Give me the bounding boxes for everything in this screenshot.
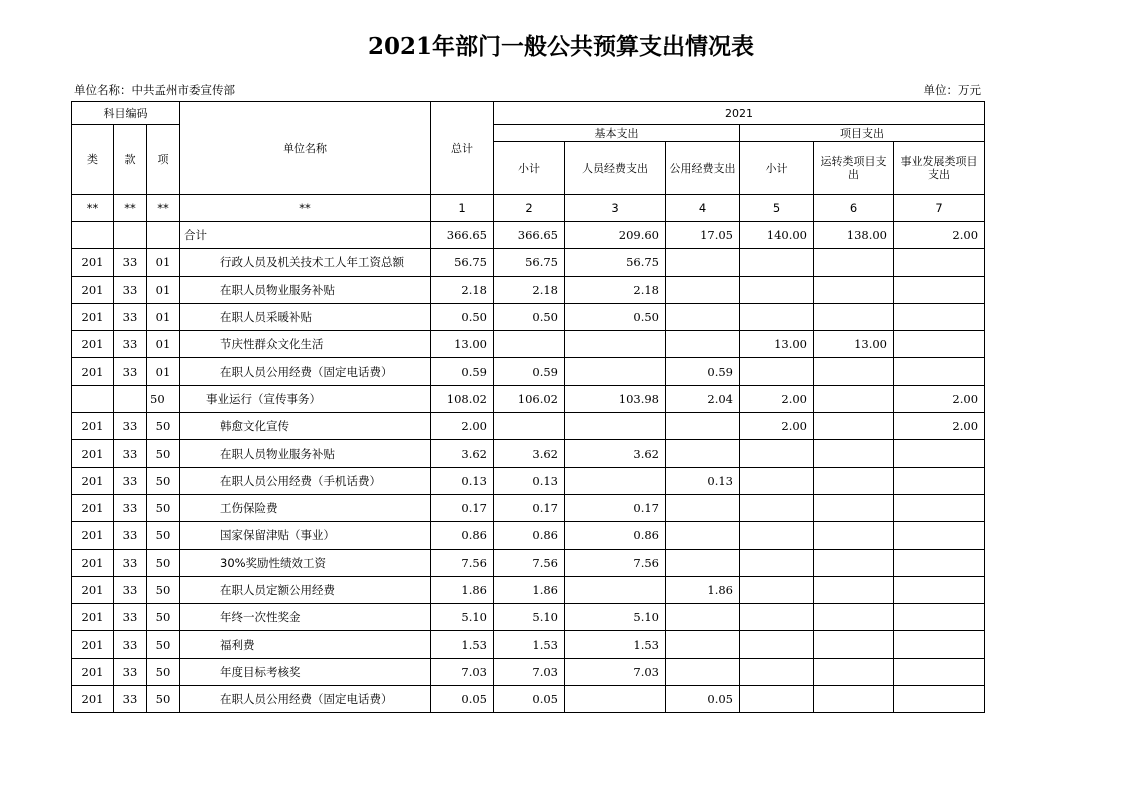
cell-total: 1.86 — [431, 576, 494, 603]
cell-lei: 201 — [72, 467, 114, 494]
cell-transfer — [814, 358, 894, 385]
cell-total: 2.00 — [431, 413, 494, 440]
cell-lei: 201 — [72, 249, 114, 276]
header-personnel: 人员经费支出 — [565, 142, 666, 195]
cell-lei: 201 — [72, 604, 114, 631]
table-row — [72, 358, 985, 385]
cell-personnel — [565, 686, 666, 713]
cell-kuan: 33 — [114, 658, 147, 685]
table-row — [72, 222, 985, 249]
cell-transfer: 13.00 — [814, 331, 894, 358]
header-project-subtotal: 小计 — [740, 142, 814, 195]
header-basic-subtotal: 小计 — [494, 142, 565, 195]
cell-name: 国家保留津贴（事业） — [180, 522, 431, 549]
cell-personnel — [565, 576, 666, 603]
table-body — [72, 195, 985, 713]
cell-name: 在职人员采暖补贴 — [180, 303, 431, 330]
cell-public: 2.04 — [666, 385, 740, 412]
table-row — [72, 331, 985, 358]
cell-public — [666, 631, 740, 658]
cell-project-subtotal — [740, 522, 814, 549]
cell-development — [894, 276, 985, 303]
header-total: 总计 — [431, 102, 494, 195]
header-transfer: 运转类项目支出 — [814, 142, 894, 195]
cell-kuan: 33 — [114, 686, 147, 713]
cell-xiang: 01 — [147, 303, 180, 330]
cell-development — [894, 440, 985, 467]
cell-basic-subtotal: 56.75 — [494, 249, 565, 276]
cell-total: 366.65 — [431, 222, 494, 249]
cell-personnel: 2.18 — [565, 276, 666, 303]
cell-personnel: 7.03 — [565, 658, 666, 685]
cell-xiang: 01 — [147, 249, 180, 276]
cell-total: 0.50 — [431, 303, 494, 330]
table-row — [72, 604, 985, 631]
cell-xiang: 50 — [147, 494, 180, 521]
cell-personnel: 209.60 — [565, 222, 666, 249]
cell-kuan: 33 — [114, 331, 147, 358]
cell-xiang: 50 — [147, 413, 180, 440]
cell-lei: 201 — [72, 440, 114, 467]
cell-lei: 201 — [72, 303, 114, 330]
cell-basic-subtotal: 0.50 — [494, 303, 565, 330]
cell-development — [894, 522, 985, 549]
cell-kuan: 33 — [114, 631, 147, 658]
cell-basic-subtotal: 0.59 — [494, 358, 565, 385]
cell-basic-subtotal: 1.86 — [494, 576, 565, 603]
cell-kuan: 33 — [114, 467, 147, 494]
cell-kuan: 33 — [114, 413, 147, 440]
cell-personnel — [565, 413, 666, 440]
table-row — [72, 249, 985, 276]
cell-total: 0.05 — [431, 686, 494, 713]
cell-basic-subtotal: 106.02 — [494, 385, 565, 412]
cell-xiang: 50 — [147, 467, 180, 494]
index-cell: 1 — [431, 195, 494, 222]
cell-development — [894, 549, 985, 576]
cell-public: 1.86 — [666, 576, 740, 603]
cell-public — [666, 440, 740, 467]
cell-kuan — [114, 385, 147, 412]
cell-basic-subtotal: 0.86 — [494, 522, 565, 549]
cell-basic-subtotal: 1.53 — [494, 631, 565, 658]
header-project: 项目支出 — [740, 125, 985, 142]
table-row — [72, 494, 985, 521]
cell-development — [894, 576, 985, 603]
cell-development: 2.00 — [894, 385, 985, 412]
cell-name: 工伤保险费 — [180, 494, 431, 521]
table-row — [72, 467, 985, 494]
cell-project-subtotal — [740, 576, 814, 603]
cell-lei: 201 — [72, 331, 114, 358]
cell-kuan: 33 — [114, 522, 147, 549]
cell-total: 108.02 — [431, 385, 494, 412]
cell-lei: 201 — [72, 576, 114, 603]
cell-name: 事业运行（宣传事务） — [180, 385, 431, 412]
cell-name: 行政人员及机关技术工人年工资总额 — [180, 249, 431, 276]
cell-name: 年度目标考核奖 — [180, 658, 431, 685]
cell-basic-subtotal — [494, 413, 565, 440]
cell-xiang: 50 — [147, 549, 180, 576]
cell-project-subtotal — [740, 303, 814, 330]
index-cell: ** — [180, 195, 431, 222]
cell-kuan: 33 — [114, 576, 147, 603]
cell-transfer — [814, 576, 894, 603]
cell-total: 0.59 — [431, 358, 494, 385]
cell-personnel: 5.10 — [565, 604, 666, 631]
cell-project-subtotal: 2.00 — [740, 413, 814, 440]
cell-name: 合计 — [180, 222, 431, 249]
cell-public — [666, 658, 740, 685]
header-year: 2021 — [494, 102, 985, 125]
cell-kuan: 33 — [114, 303, 147, 330]
cell-transfer — [814, 413, 894, 440]
cell-lei: 201 — [72, 413, 114, 440]
header-unit-name: 单位名称 — [180, 102, 431, 195]
cell-public: 17.05 — [666, 222, 740, 249]
table-row — [72, 303, 985, 330]
cell-development — [894, 604, 985, 631]
cell-personnel: 56.75 — [565, 249, 666, 276]
cell-xiang: 50 — [147, 440, 180, 467]
cell-lei: 201 — [72, 494, 114, 521]
cell-name: 在职人员公用经费（手机话费） — [180, 467, 431, 494]
cell-xiang: 50 — [147, 576, 180, 603]
cell-development — [894, 467, 985, 494]
index-row — [72, 195, 985, 222]
cell-name: 节庆性群众文化生活 — [180, 331, 431, 358]
table-row — [72, 576, 985, 603]
cell-total: 56.75 — [431, 249, 494, 276]
cell-personnel: 0.50 — [565, 303, 666, 330]
cell-public — [666, 494, 740, 521]
cell-basic-subtotal: 3.62 — [494, 440, 565, 467]
cell-name: 30%奖励性绩效工资 — [180, 549, 431, 576]
cell-basic-subtotal: 0.13 — [494, 467, 565, 494]
page-title: 2021年部门一般公共预算支出情况表 — [367, 33, 754, 60]
cell-xiang: 01 — [147, 331, 180, 358]
cell-kuan: 33 — [114, 494, 147, 521]
cell-development — [894, 658, 985, 685]
cell-xiang: 50 — [147, 385, 180, 412]
header-public: 公用经费支出 — [666, 142, 740, 195]
unit-name-label: 单位名称：中共孟州市委宣传部 — [74, 83, 235, 97]
cell-project-subtotal: 140.00 — [740, 222, 814, 249]
cell-project-subtotal — [740, 249, 814, 276]
cell-project-subtotal — [740, 494, 814, 521]
cell-transfer — [814, 440, 894, 467]
cell-personnel — [565, 358, 666, 385]
cell-transfer — [814, 276, 894, 303]
table-row — [72, 549, 985, 576]
cell-transfer — [814, 522, 894, 549]
cell-transfer — [814, 604, 894, 631]
header-subject-code: 科目编码 — [72, 102, 180, 125]
cell-public — [666, 522, 740, 549]
cell-project-subtotal — [740, 440, 814, 467]
cell-project-subtotal — [740, 658, 814, 685]
cell-development — [894, 249, 985, 276]
header-xiang: 项 — [147, 125, 180, 195]
cell-development — [894, 303, 985, 330]
cell-xiang: 01 — [147, 276, 180, 303]
index-cell: 7 — [894, 195, 985, 222]
cell-xiang: 50 — [147, 686, 180, 713]
cell-project-subtotal — [740, 686, 814, 713]
table-row — [72, 413, 985, 440]
cell-transfer — [814, 549, 894, 576]
index-cell: 6 — [814, 195, 894, 222]
cell-lei: 201 — [72, 522, 114, 549]
header-kuan: 款 — [114, 125, 147, 195]
index-cell: 3 — [565, 195, 666, 222]
cell-name: 在职人员公用经费（固定电话费） — [180, 358, 431, 385]
cell-lei: 201 — [72, 276, 114, 303]
cell-total: 3.62 — [431, 440, 494, 467]
cell-development — [894, 358, 985, 385]
header-basic: 基本支出 — [494, 125, 740, 142]
cell-public — [666, 413, 740, 440]
cell-basic-subtotal: 5.10 — [494, 604, 565, 631]
cell-kuan: 33 — [114, 276, 147, 303]
cell-development: 2.00 — [894, 413, 985, 440]
cell-basic-subtotal: 0.05 — [494, 686, 565, 713]
cell-kuan: 33 — [114, 440, 147, 467]
table-row — [72, 440, 985, 467]
cell-lei — [72, 385, 114, 412]
cell-transfer — [814, 494, 894, 521]
cell-total: 5.10 — [431, 604, 494, 631]
cell-lei — [72, 222, 114, 249]
header-lei: 类 — [72, 125, 114, 195]
cell-transfer — [814, 249, 894, 276]
table-row — [72, 522, 985, 549]
cell-kuan: 33 — [114, 358, 147, 385]
cell-total: 1.53 — [431, 631, 494, 658]
cell-project-subtotal — [740, 358, 814, 385]
budget-table — [71, 101, 985, 713]
cell-basic-subtotal: 7.03 — [494, 658, 565, 685]
cell-total: 0.13 — [431, 467, 494, 494]
cell-personnel: 0.17 — [565, 494, 666, 521]
cell-name: 韩愈文化宣传 — [180, 413, 431, 440]
index-cell: ** — [72, 195, 114, 222]
cell-personnel: 7.56 — [565, 549, 666, 576]
cell-development: 2.00 — [894, 222, 985, 249]
cell-transfer — [814, 631, 894, 658]
cell-lei: 201 — [72, 686, 114, 713]
cell-xiang: 50 — [147, 522, 180, 549]
cell-total: 0.86 — [431, 522, 494, 549]
cell-total: 2.18 — [431, 276, 494, 303]
cell-kuan: 33 — [114, 249, 147, 276]
cell-project-subtotal — [740, 467, 814, 494]
cell-public: 0.13 — [666, 467, 740, 494]
cell-lei: 201 — [72, 358, 114, 385]
cell-development — [894, 331, 985, 358]
table-row — [72, 631, 985, 658]
table-header — [72, 102, 985, 195]
cell-xiang: 01 — [147, 358, 180, 385]
cell-project-subtotal: 2.00 — [740, 385, 814, 412]
cell-basic-subtotal: 2.18 — [494, 276, 565, 303]
table-row — [72, 276, 985, 303]
cell-lei: 201 — [72, 658, 114, 685]
cell-kuan — [114, 222, 147, 249]
cell-basic-subtotal: 366.65 — [494, 222, 565, 249]
cell-transfer: 138.00 — [814, 222, 894, 249]
cell-name: 福利费 — [180, 631, 431, 658]
cell-development — [894, 686, 985, 713]
cell-project-subtotal — [740, 604, 814, 631]
cell-project-subtotal — [740, 276, 814, 303]
cell-public: 0.59 — [666, 358, 740, 385]
cell-personnel: 0.86 — [565, 522, 666, 549]
index-cell: 4 — [666, 195, 740, 222]
cell-name: 在职人员物业服务补贴 — [180, 276, 431, 303]
cell-personnel — [565, 331, 666, 358]
cell-xiang: 50 — [147, 631, 180, 658]
cell-lei: 201 — [72, 549, 114, 576]
cell-transfer — [814, 686, 894, 713]
cell-project-subtotal — [740, 549, 814, 576]
table-row — [72, 686, 985, 713]
cell-lei: 201 — [72, 631, 114, 658]
cell-xiang: 50 — [147, 604, 180, 631]
cell-project-subtotal: 13.00 — [740, 331, 814, 358]
cell-total: 0.17 — [431, 494, 494, 521]
cell-transfer — [814, 303, 894, 330]
cell-kuan: 33 — [114, 549, 147, 576]
cell-total: 7.56 — [431, 549, 494, 576]
cell-total: 13.00 — [431, 331, 494, 358]
cell-personnel: 103.98 — [565, 385, 666, 412]
cell-total: 7.03 — [431, 658, 494, 685]
cell-public: 0.05 — [666, 686, 740, 713]
index-cell: 2 — [494, 195, 565, 222]
table-row — [72, 385, 985, 412]
cell-project-subtotal — [740, 631, 814, 658]
cell-public — [666, 604, 740, 631]
cell-public — [666, 303, 740, 330]
cell-name: 年终一次性奖金 — [180, 604, 431, 631]
cell-personnel: 1.53 — [565, 631, 666, 658]
header-development: 事业发展类项目支出 — [894, 142, 985, 195]
table-row — [72, 658, 985, 685]
unit-label: 单位：万元 — [923, 83, 981, 97]
cell-name: 在职人员公用经费（固定电话费） — [180, 686, 431, 713]
cell-transfer — [814, 385, 894, 412]
cell-public — [666, 249, 740, 276]
cell-transfer — [814, 658, 894, 685]
cell-transfer — [814, 467, 894, 494]
cell-public — [666, 549, 740, 576]
cell-xiang — [147, 222, 180, 249]
index-cell: 5 — [740, 195, 814, 222]
cell-name: 在职人员定额公用经费 — [180, 576, 431, 603]
cell-public — [666, 331, 740, 358]
cell-personnel: 3.62 — [565, 440, 666, 467]
cell-public — [666, 276, 740, 303]
cell-name: 在职人员物业服务补贴 — [180, 440, 431, 467]
index-cell: ** — [147, 195, 180, 222]
cell-personnel — [565, 467, 666, 494]
cell-development — [894, 631, 985, 658]
cell-development — [894, 494, 985, 521]
cell-basic-subtotal — [494, 331, 565, 358]
cell-kuan: 33 — [114, 604, 147, 631]
cell-basic-subtotal: 0.17 — [494, 494, 565, 521]
cell-basic-subtotal: 7.56 — [494, 549, 565, 576]
index-cell: ** — [114, 195, 147, 222]
cell-xiang: 50 — [147, 658, 180, 685]
